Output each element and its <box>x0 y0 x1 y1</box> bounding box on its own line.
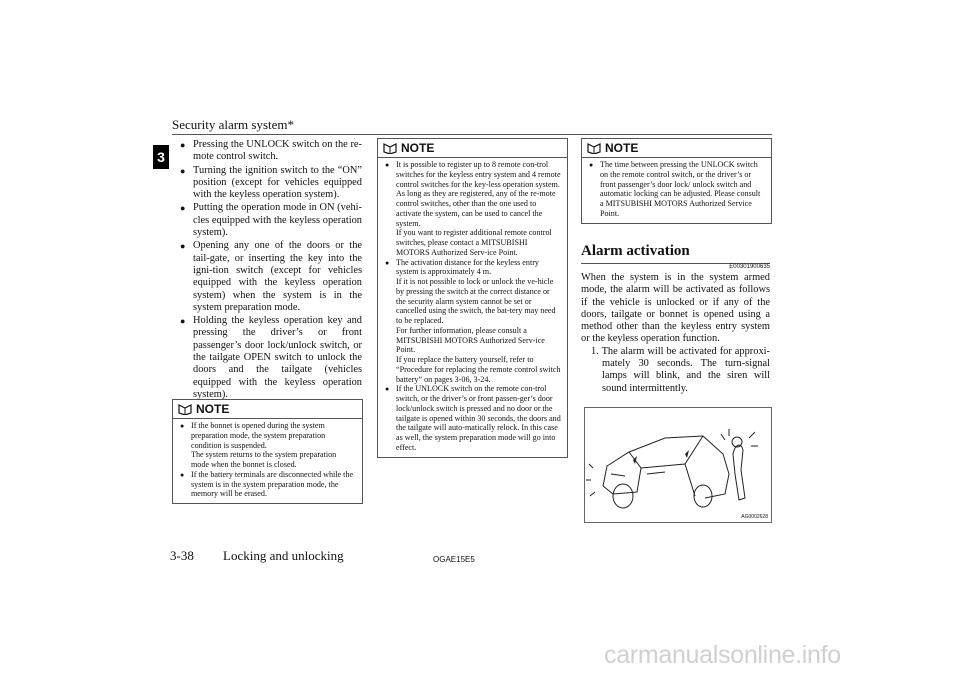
note-box-3 <box>581 138 772 224</box>
note-box-1 <box>172 399 363 504</box>
note-list <box>384 160 561 453</box>
condition-list <box>179 139 362 401</box>
note-item <box>384 258 561 385</box>
page-header-title: Security alarm system* <box>172 117 295 132</box>
note-paragraph: ● The activation distance for the keyless entry system is approximately 4 m. <box>396 257 539 277</box>
alarm-figure <box>584 407 772 523</box>
note-paragraph: ● If the battery terminals are disconnected while the system is in the system preparation mode, the memory will be erased. <box>191 469 354 499</box>
note-paragraph: ● If the bonnet is opened during the system preparation mode, the system preparation condition is suspended. <box>191 421 326 450</box>
note-icon <box>586 142 602 154</box>
note-header <box>173 400 362 416</box>
note-item <box>384 160 561 258</box>
note-paragraph: As long as they are registered, any of the re-mote control switches, other than the one used to activate the system, can be used to cancel the system. <box>396 189 556 228</box>
note-label: NOTE <box>401 141 435 155</box>
list-item: ● Opening any one of the doors or the tail-gate, or inserting the key into the igni-tion switch (except for vehicles equipped with the keyless operation system) when the system is in the system preparation mode. <box>179 240 362 314</box>
note-paragraph: ● If the UNLOCK switch on the remote con-trol switch, or the driver’s or front passen-ger’s door lock/unlock switch is pressed and no door or the tailgate is opened within 30 seconds, the doors and the tailgate will auto-matically relock. In this case as well, the system preparation mode will go into effect. <box>396 384 561 452</box>
note-item <box>384 384 561 452</box>
section-intro: When the system is in the system armed mode, the alarm will be activated as follows if the vehicle is unlocked or if any of the doors, tailgate or bonnet is opened using a method other than the keyless entry system or the keyless operation function. <box>581 272 770 345</box>
footer-chapter: Locking and unlocking <box>223 548 344 563</box>
footer-page-number: 3-38 <box>170 548 194 563</box>
list-item: ● Holding the keyless operation key and pressing the driver’s or front passenger’s door lock/unlock switch, or the tailgate OPEN switch to unlock the doors and the tailgate (vehicles equipped with the keyless operation system). <box>179 315 362 401</box>
note-list <box>179 421 356 499</box>
step-list <box>581 346 770 395</box>
section-code: E00301900635 <box>729 264 770 270</box>
note-paragraph: If you want to register additional remote control switches, please contact a MITSUBISHI MOTORS Authorized Serv-ice Point. <box>396 228 552 257</box>
note-box-2 <box>377 138 568 458</box>
note-paragraph: If it is not possible to lock or unlock the ve-hicle by pressing the switch at the correct distance or the security alarm system cannot be set or cancelled using the switch, the bat-tery may need to be replaced. <box>396 277 556 325</box>
list-item: ● Pressing the UNLOCK switch on the re-mote control switch. <box>179 139 362 164</box>
note-header <box>582 139 771 155</box>
section-body <box>581 272 770 395</box>
note-label: NOTE <box>196 402 230 416</box>
note-item <box>179 470 356 499</box>
section-title: Alarm activation <box>581 243 770 264</box>
step-item: 1. The alarm will be activated for approxi-mately 30 seconds. The turn-signal lamps will blink, and the siren will sound intermittently. <box>591 345 770 394</box>
note-label: NOTE <box>605 141 639 155</box>
note-header <box>378 139 567 155</box>
footer-code: OGAE15E5 <box>433 555 475 564</box>
list-item: ● Turning the ignition switch to the “ON” position (except for vehicles equipped with the keyless operation system). <box>179 165 362 202</box>
note-paragraph: The system returns to the system preparation mode when the bonnet is closed. <box>191 450 337 469</box>
note-icon <box>382 142 398 154</box>
list-item: ● Putting the operation mode in ON (vehi-cles equipped with the keyless operation system). <box>179 202 362 239</box>
column-1 <box>179 139 362 402</box>
note-list <box>588 160 765 219</box>
car-alarm-illustration-icon <box>585 408 771 522</box>
figure-label: AG0002628 <box>741 514 768 520</box>
watermark: carmanualsonline.info <box>604 641 841 669</box>
note-item <box>588 160 765 219</box>
note-paragraph: ● It is possible to register up to 8 remote con-trol switches for the keyless entry system and 4 remote control switches for the key-less operation system. <box>396 160 561 189</box>
note-paragraph: ● The time between pressing the UNLOCK switch on the remote control switch, or the driver’s or front passenger’s door lock/ unlock switch and automatic locking can be adjusted. Please consult a MITSUBISHI MOTORS Authorized Service Point. <box>600 160 761 218</box>
header-rule <box>172 134 772 135</box>
note-paragraph: If you replace the battery yourself, refer to “Procedure for replacing the remote control switch battery” on pages 3-06, 3-24. <box>396 355 561 384</box>
note-item <box>179 421 356 470</box>
note-paragraph: For further information, please consult a MITSUBISHI MOTORS Authorized Serv-ice Point. <box>396 325 545 355</box>
chapter-tab: 3 <box>153 145 169 169</box>
note-icon <box>177 403 193 415</box>
